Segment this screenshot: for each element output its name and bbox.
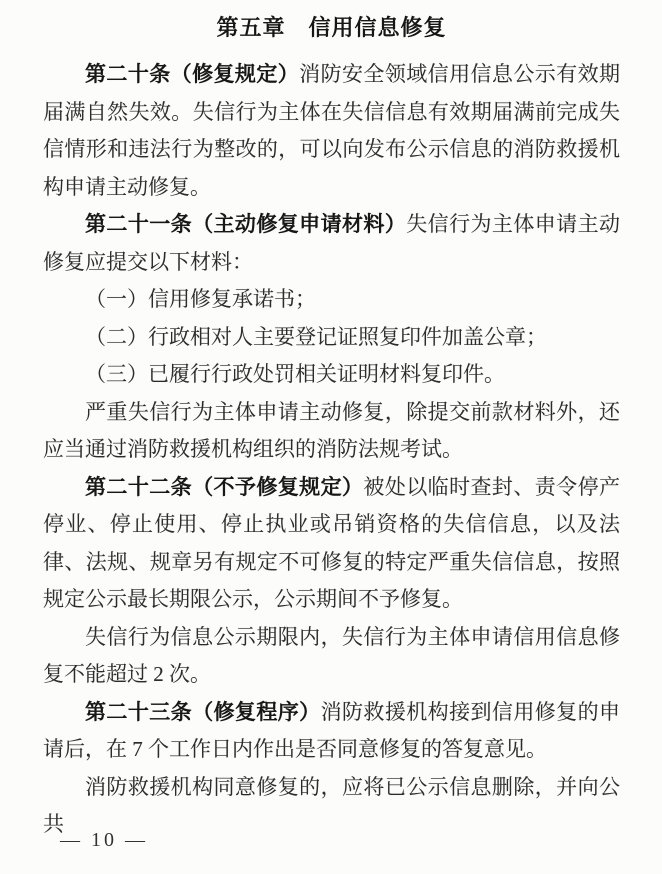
paragraph-text: 消防安全领域信用信息公示有效期届满自然失效。失信行为主体在失信信息有效期届满前完成失信情形和违法行为整改的，可以向发布公示信息的消防救援机构申请主动修复。 (43, 62, 621, 199)
paragraph-text: （二）行政相对人主要登记证照复印件加盖公章； (85, 324, 547, 349)
article-lead: 第二十条（修复规定） (85, 63, 300, 86)
paragraph-text: 失信行为信息公示期限内，失信行为主体申请信用信息修复不能超过 2 次。 (43, 624, 620, 686)
paragraph (43, 319, 620, 357)
article-paragraph (43, 206, 620, 281)
article-lead: 第二十三条（修复程序） (85, 700, 321, 724)
paragraph (43, 281, 620, 319)
paragraph (43, 394, 620, 469)
paragraph-text: （三）已履行行政处罚相关证明材料复印件。 (85, 362, 505, 386)
paragraph (43, 619, 620, 694)
paragraph (43, 356, 620, 394)
paragraph-text: 被处以临时查封、责令停产停业、停止使用、停止执业或吊销资格的失信信息，以及法律、法规、规章另有规定不可修复的特定严重失信信息，按照规定公示最长期限公示，公示期间不予修复。 (43, 474, 621, 611)
paragraph-text: 消防救援机构同意修复的，应将已公示信息删除，并向公共 (43, 774, 620, 836)
article-lead: 第二十一条（主动修复申请材料） (85, 213, 407, 236)
paragraph-text: 消防救援机构接到信用修复的申请后，在 7 个工作日内作出是否同意修复的答复意见。 (43, 699, 621, 761)
chapter-title: 第五章 信用信息修复 (216, 15, 447, 40)
document-content (43, 56, 620, 844)
article-paragraph (43, 694, 620, 769)
paragraph-text: 失信行为主体申请主动修复应提交以下材料： (43, 212, 620, 274)
article-paragraph (43, 56, 620, 206)
page-number: — 10 — (60, 829, 148, 851)
article-lead: 第二十二条（不予修复规定） (85, 475, 364, 499)
paragraph-text: （一）信用修复承诺书； (85, 287, 316, 311)
article-paragraph (43, 469, 620, 619)
paragraph-text: 严重失信行为主体申请主动修复，除提交前款材料外，还应当通过消防救援机构组织的消防法规考试。 (43, 399, 620, 461)
